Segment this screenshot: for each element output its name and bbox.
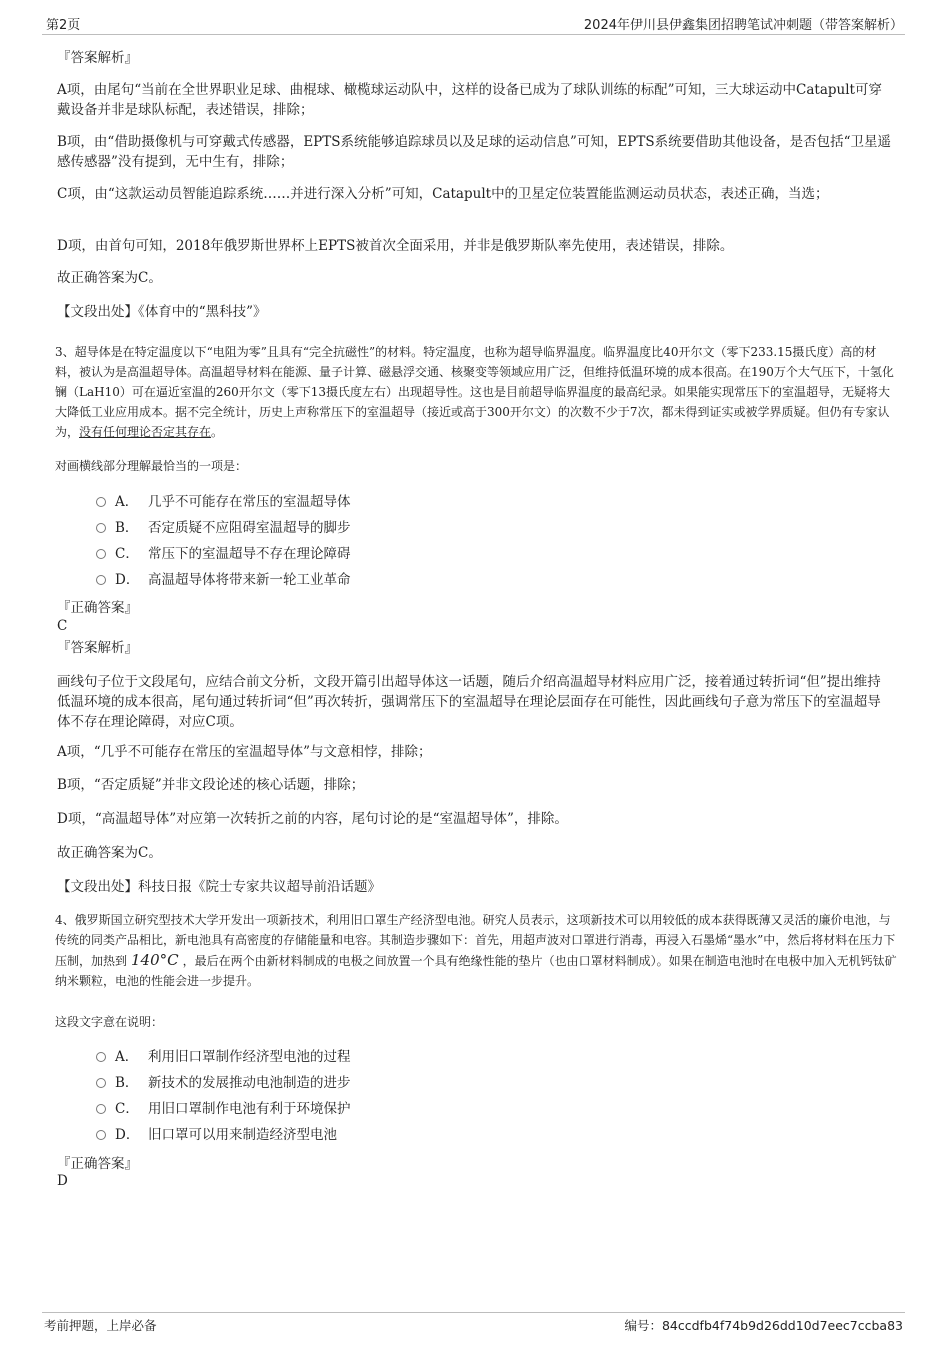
radio-circle-icon[interactable] xyxy=(96,1052,106,1062)
radio-circle-icon[interactable] xyxy=(96,1104,106,1114)
radio-circle-icon[interactable] xyxy=(96,549,106,559)
q3-analysis-b: B项，“否定质疑”并非文段论述的核心话题，排除； xyxy=(57,777,365,793)
q3-underlined-phrase: 没有任何理论否定其存在 xyxy=(79,425,212,439)
q3-analysis-a: A项，“几乎不可能存在常压的室温超导体”与文意相悖，排除； xyxy=(57,744,432,760)
q4-answer-label: 『正确答案』 xyxy=(57,1156,138,1172)
q2-source: 【文段出处】《体育中的“黑科技”》 xyxy=(57,304,267,320)
q3-answer-label: 『正确答案』 xyxy=(57,600,138,616)
q4-passage-part2: ，最后在两个由新材料制成的电极之间放置一个具有绝缘性能的垫片（也由口罩材料制成）。如果在制造电池时在电极中加入无机钙钛矿纳米颗粒，电池的性能会进一步提升。 xyxy=(55,954,897,988)
page-header xyxy=(42,12,905,35)
q2-analysis-c: C项，由“这款运动员智能追踪系统……并进行深入分析”可知，Catapult中的卫星定位装置能监测运动员状态，表述正确，当选； xyxy=(57,186,829,202)
q2-conclusion: 故正确答案为C。 xyxy=(57,270,162,286)
q4-temperature: 140°C xyxy=(131,951,179,969)
q3-passage-main: 3、超导体是在特定温度以下“电阻为零”且具有“完全抗磁性”的材料。特定温度，也称为超导临界温度。临界温度比40开尔文（零下233.15摄氏度）高的材料，被认为是高温超导体。高温超导材料在能源、量子计算、磁悬浮交通、核聚变等领域应用广泛，但维持低温环境的成本很高。在190万个大气压下，十氢化镧（LaH10）可在逼近室温的260开尔文（零下13摄氏度左右）出现超导性。这也是目前超导临界温度的最高纪录。如果能实现常压下的室温超导，无疑将大大降低工业应用成本。据不完全统计，历史上声称常压下的室温超导（接近或高于300开尔文）的次数不少于7次，都未得到证实或被学界质疑。但仍有专家认为， xyxy=(55,345,894,439)
q2-analysis-label: 『答案解析』 xyxy=(57,50,138,66)
q3-option-d[interactable]: D． 高温超导体将带来新一轮工业革命 xyxy=(96,570,351,590)
q3-passage xyxy=(55,342,900,442)
radio-circle-icon[interactable] xyxy=(96,497,106,507)
q3-answer: C xyxy=(57,618,68,634)
q2-analysis-a: A项，由尾句“当前在全世界职业足球、曲棍球、橄榄球运动队中，这样的设备已成为了球队训练的标配”可知，三大球运动中Catapult可穿戴设备并非是球队标配，表述错误，排除； xyxy=(57,82,882,118)
document-title: 2024年伊川县伊鑫集团招聘笔试冲刺题（带答案解析） xyxy=(583,18,903,33)
footer-slogan: 考前押题，上岸必备 xyxy=(44,1318,157,1333)
q3-option-a[interactable]: A． 几乎不可能存在常压的室温超导体 xyxy=(96,492,351,512)
q3-analysis: 画线句子位于文段尾句，应结合前文分析，文段开篇引出超导体这一话题，随后介绍高温超导材料应用广泛，接着通过转折词“但”提出维持低温环境的成本很高，尾句通过转折词“但”再次转折，强调常压下的室温超导在理论层面存在可能性，因此画线句子意为常压下的室温超导体不存在理论障碍，对应C项。 xyxy=(57,674,881,730)
radio-circle-icon[interactable] xyxy=(96,575,106,585)
radio-circle-icon[interactable] xyxy=(96,523,106,533)
q4-option-b[interactable]: B． 新技术的发展推动电池制造的进步 xyxy=(96,1073,351,1093)
radio-circle-icon[interactable] xyxy=(96,1130,106,1140)
page-footer xyxy=(42,1312,905,1339)
q2-analysis-b: B项，由“借助摄像机与可穿戴式传感器，EPTS系统能够追踪球员以及足球的运动信息”可知，EPTS系统要借助其他设备，是否包括“卫星遥感传感器”没有提到，无中生有，排除； xyxy=(57,134,892,170)
q3-option-b[interactable]: B． 否定质疑不应阻碍室温超导的脚步 xyxy=(96,518,351,538)
q4-option-c[interactable]: C． 用旧口罩制作电池有利于环境保护 xyxy=(96,1099,351,1119)
page-number: 第2页 xyxy=(46,18,81,33)
q3-question: 对画横线部分理解最恰当的一项是： xyxy=(55,459,248,473)
q2-analysis-d: D项，由首句可知，2018年俄罗斯世界杯上EPTS被首次全面采用，并非是俄罗斯队率先使用，表述错误，排除。 xyxy=(57,238,734,254)
q3-source: 【文段出处】科技日报《院士专家共议超导前沿话题》 xyxy=(57,879,381,895)
q4-option-a[interactable]: A． 利用旧口罩制作经济型电池的过程 xyxy=(96,1047,351,1067)
q4-answer: D xyxy=(57,1173,68,1189)
q4-passage-part1: 4、俄罗斯国立研究型技术大学开发出一项新技术，利用旧口罩生产经济型电池。研究人员表示，这项新技术可以用较低的成本获得既薄又灵活的廉价电池，与传统的同类产品相比，新电池具有高密度的存储能量和电容。其制造步骤如下：首先，用超声波对口罩进行消毒，再浸入石墨烯“墨水”中，然后将材料在压力下压制，加热到 xyxy=(55,913,896,968)
q3-passage-end: 。 xyxy=(211,425,224,439)
document-id: 编号：84ccdfb4f74b9d26dd10d7eec7ccba83 xyxy=(624,1318,903,1333)
radio-circle-icon[interactable] xyxy=(96,1078,106,1088)
q3-analysis-d: D项，“高温超导体”对应第一次转折之前的内容，尾句讨论的是“室温超导体”，排除。 xyxy=(57,811,568,827)
q3-option-c[interactable]: C． 常压下的室温超导不存在理论障碍 xyxy=(96,544,351,564)
q4-passage xyxy=(55,910,900,991)
q4-option-d[interactable]: D． 旧口罩可以用来制造经济型电池 xyxy=(96,1125,337,1145)
q3-conclusion: 故正确答案为C。 xyxy=(57,845,162,861)
q3-analysis-label: 『答案解析』 xyxy=(57,640,138,656)
q4-question: 这段文字意在说明： xyxy=(55,1015,164,1029)
